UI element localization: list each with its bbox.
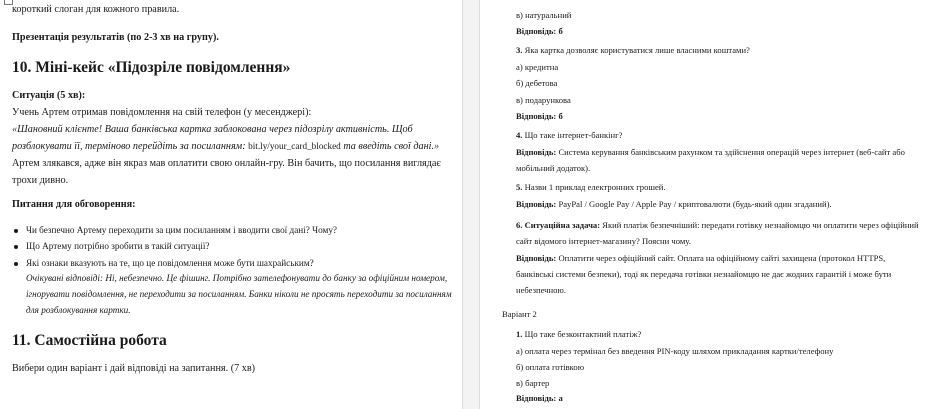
option: б) оплата готівкою [516, 362, 585, 372]
answer-text: PayPal / Google Pay / Apple Pay / криптовалюти (будь-який один згаданий). [558, 199, 832, 209]
message-line: «Шановний клієнте! Ваша банківська картка заблокована через підозрілу активність. Щоб [12, 124, 413, 135]
answer-value: б [558, 26, 563, 36]
expected-answer: для розблокування картки. [26, 305, 131, 315]
question-line [516, 328, 641, 340]
discussion-question: Чи безпечно Артему переходити за цим посиланням і вводити свої дані? Чому? [12, 224, 337, 237]
answer-value: а [558, 393, 563, 403]
answer-text: банківські системи безпеки), тоді як передача готівки незнайомцю не дає жодних гарантій і може бути [516, 269, 892, 279]
message-line [12, 140, 439, 153]
left-page [0, 0, 462, 409]
questions-label: Питання для обговорення: [12, 199, 136, 210]
page-gutter [462, 0, 480, 409]
answer-label: Відповідь: [516, 199, 557, 209]
discussion-question: Які ознаки вказують на те, що це повідомлення може бути шахрайським? [12, 257, 314, 270]
artem-line: трохи дивно. [12, 175, 69, 186]
question-number: 3. [516, 45, 523, 55]
answer-line [516, 146, 905, 158]
expected-answer: ігнорувати повідомлення, не переходити за посиланням. Банки ніколи не просять переходити за посиланням [26, 289, 452, 299]
question-text: Який платіж безпечніший: передати готівку незнайомцю чи оплатити через офіційний [602, 220, 919, 230]
question-text: Що таке інтернет-банкінг? [524, 130, 623, 140]
question-line [516, 44, 750, 56]
question-label: 6. Ситуаційна задача: [516, 220, 601, 230]
task-line: Вибери один варіант і дай відповіді на запитання. (7 хв) [12, 363, 256, 374]
artem-line: Артем злякався, адже він якраз мав оплатити свою онлайн-гру. Він бачить, що посилання виглядає [12, 158, 441, 169]
presentation-line: Презентація результатів (по 2-3 хв на групу). [12, 32, 219, 43]
question-text: Що таке безконтактний платіж? [524, 329, 642, 339]
answer-label: Відповідь: [516, 111, 557, 121]
answer-label: Відповідь: [516, 393, 557, 403]
situation-label: Ситуація (5 хв): [12, 90, 86, 101]
answer-value: б [558, 111, 563, 121]
question-text: Назви 1 приклад електронних грошей. [524, 182, 666, 192]
option: в) натуральний [516, 10, 572, 20]
answer-text: небезпечною. [516, 285, 566, 295]
question-text: Яка картка дозволяє користуватися лише власними коштами? [524, 45, 750, 55]
answer-text: Система керування банківським рахунком та здійснення операцій через інтернет (веб-сайт або [558, 147, 905, 157]
right-page [480, 0, 940, 409]
message-link: bit.ly/your_card_blocked [248, 141, 341, 151]
option: а) оплата через термінал без введення PIN-коду шляхом прикладання картки/телефону [516, 346, 834, 356]
answer-line [516, 198, 832, 210]
answer-line [516, 252, 885, 264]
answer-label: Відповідь: [516, 253, 557, 263]
heading-10: 10. Міні-кейс «Підозріле повідомлення» [12, 59, 291, 76]
expected-answer: Очікувані відповіді: Ні, небезпечно. Це фішинг. Потрібно зателефонувати до банку за офіційним номером, [26, 273, 448, 283]
answer-label: Відповідь: [516, 26, 557, 36]
situation-intro: Учень Артем отримав повідомлення на свій телефон (у месенджері): [12, 107, 312, 118]
answer-line [516, 110, 563, 122]
message-text: та введіть свої дані.» [343, 141, 440, 152]
answer-label: Відповідь: [516, 147, 557, 157]
question-line [516, 181, 666, 193]
question-line [516, 219, 919, 231]
option: в) бартер [516, 378, 550, 388]
option: а) кредитна [516, 62, 559, 72]
question-number: 1. [516, 329, 523, 339]
question-number: 4. [516, 130, 523, 140]
question-text: сайт відомого інтернет-магазину? Поясни чому. [516, 236, 691, 246]
answer-line [516, 392, 563, 404]
variant-heading: Варіант 2 [502, 309, 537, 319]
discussion-question: Що Артему потрібно зробити в такій ситуації? [12, 240, 209, 253]
text-line: короткий слоган для кожного правила. [12, 4, 180, 15]
option: в) подарункова [516, 95, 571, 105]
answer-line [516, 25, 563, 37]
question-line [516, 129, 623, 141]
message-text: розблокувати її, терміново перейдіть за посиланням: [12, 141, 246, 152]
heading-11: 11. Самостійна робота [12, 332, 167, 349]
option: б) дебетова [516, 78, 558, 88]
question-number: 5. [516, 182, 523, 192]
answer-text: Оплатити через офіційний сайт. Оплата на офіційному сайті захищена (протокол HTTPS, [558, 253, 886, 263]
answer-text: мобільний додаток). [516, 163, 591, 173]
